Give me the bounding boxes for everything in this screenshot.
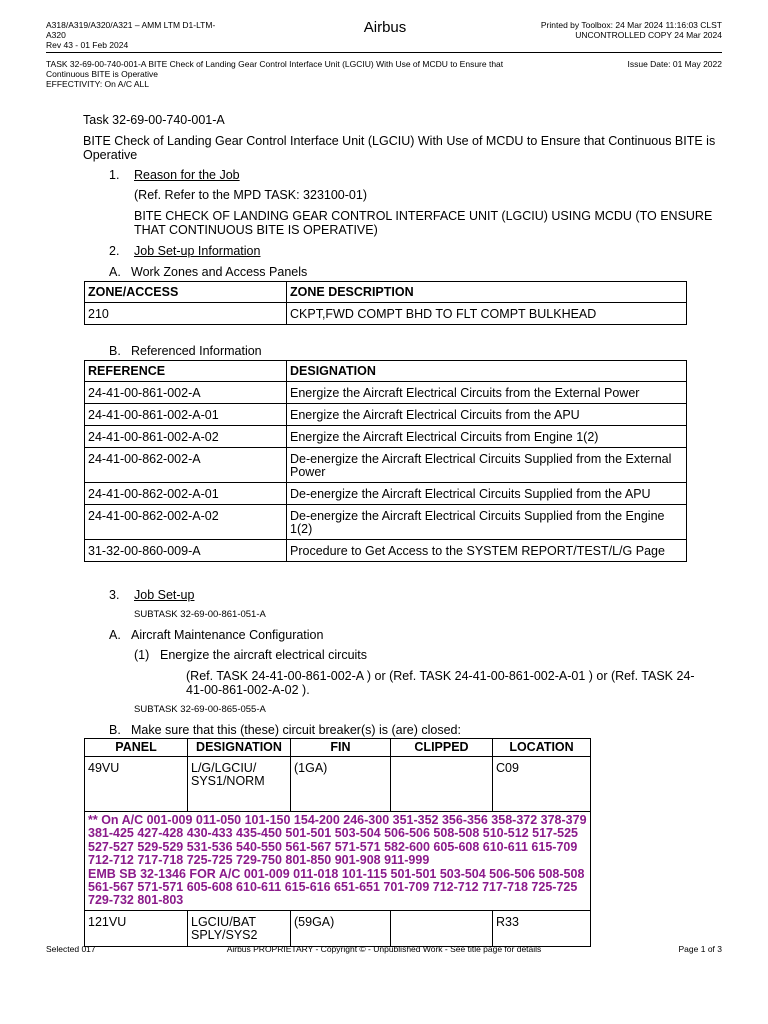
cb-fin-cell: (59GA) (291, 910, 391, 946)
reference-designation: Energize the Aircraft Electrical Circuits from the APU (287, 404, 687, 426)
task-id: Task 32-69-00-740-001-A (83, 113, 225, 127)
sec2-number: 2. (109, 244, 120, 258)
footer-selected: Selected 017 (46, 944, 96, 954)
reference-designation: De-energize the Aircraft Electrical Circuits Supplied from the APU (287, 483, 687, 505)
cb-designation-cell: L/G/LGCIU/ SYS1/NORM (188, 757, 291, 812)
reference-designation: Energize the Aircraft Electrical Circuits from the External Power (287, 382, 687, 404)
header-issue-date: Issue Date: 01 May 2022 (627, 59, 722, 69)
cb-clipped-cell (391, 757, 493, 812)
sec2a-title: Work Zones and Access Panels (131, 265, 308, 279)
effectivity-emb-sb: EMB SB 32-1346 FOR A/C 001-009 011-018 101-115 501-501 503-504 506-506 508-508 561-567 571-571 605-608 610-611 615-616 651-651 701-709 712-712 717-718 725-725 729-732 801-803 (88, 866, 585, 908)
reference-link[interactable]: 24-41-00-862-002-A (85, 448, 287, 483)
table-row (85, 382, 687, 404)
sec3a-letter: A. (109, 628, 121, 642)
table-row (85, 757, 591, 812)
table-row (85, 505, 687, 540)
zones-table-header (85, 282, 687, 303)
cb-col-panel: PANEL (85, 739, 188, 757)
reference-designation: De-energize the Aircraft Electrical Circuits Supplied from the Engine 1(2) (287, 505, 687, 540)
header-brand: Airbus (363, 19, 407, 36)
header-divider (46, 52, 722, 53)
references-table-header (85, 361, 687, 382)
cb-col-clipped: CLIPPED (391, 739, 493, 757)
table-row (85, 540, 687, 562)
sec3b-letter: B. (109, 723, 121, 737)
table-row (85, 483, 687, 505)
cb-fin-cell: (1GA) (291, 757, 391, 812)
header-doc-line-2: A320 (46, 30, 66, 40)
reference-designation: Energize the Aircraft Electrical Circuits from Engine 1(2) (287, 426, 687, 448)
sec3-title: Job Set-up (134, 588, 195, 602)
table-row (85, 303, 687, 325)
sec1-description: BITE CHECK OF LANDING GEAR CONTROL INTERFACE UNIT (LGCIU) USING MCDU (TO ENSURE THAT CONTINUOUS BITE IS OPERATIVE) (134, 209, 713, 237)
cb-col-location: LOCATION (493, 739, 591, 757)
reference-designation: Procedure to Get Access to the SYSTEM REPORT/TEST/L/G Page (287, 540, 687, 562)
header-doc-line-3: Rev 43 - 01 Feb 2024 (46, 40, 129, 50)
header-print-info (462, 20, 722, 40)
table-row (85, 404, 687, 426)
header-task-line-3: EFFECTIVITY: On A/C ALL (46, 79, 149, 89)
cb-panel-cell: 121VU (85, 910, 188, 946)
subtask-id-1: SUBTASK 32-69-00-861-051-A (134, 609, 266, 620)
cb-location-cell: R33 (493, 910, 591, 946)
reference-link[interactable]: 24-41-00-861-002-A-02 (85, 426, 287, 448)
reference-link[interactable]: 24-41-00-861-002-A (85, 382, 287, 404)
sec2-title: Job Set-up Information (134, 244, 261, 258)
subtask-id-2: SUBTASK 32-69-00-865-055-A (134, 704, 266, 715)
zones-table (84, 281, 687, 325)
cb-clipped-cell (391, 910, 493, 946)
step-number: (1) (134, 648, 150, 662)
table-row (85, 910, 591, 946)
table-row (85, 426, 687, 448)
table-row (85, 448, 687, 483)
step-text: Energize the aircraft electrical circuits (160, 648, 368, 662)
zones-col-description: ZONE DESCRIPTION (287, 282, 687, 303)
cb-col-designation: DESIGNATION (188, 739, 291, 757)
cb-designation-cell: LGCIU/BAT SPLY/SYS2 (188, 910, 291, 946)
header-print-line-2: UNCONTROLLED COPY 24 Mar 2024 (575, 30, 722, 40)
circuit-breaker-table-header (85, 739, 591, 757)
zone-access-cell: 210 (85, 303, 287, 325)
sec1-mpd-ref: (Ref. Refer to the MPD TASK: 323100-01) (134, 188, 367, 202)
effectivity-row (85, 812, 591, 911)
zone-description-cell: CKPT,FWD COMPT BHD TO FLT COMPT BULKHEAD (287, 303, 687, 325)
task-title: BITE Check of Landing Gear Control Interface Unit (LGCIU) With Use of MCDU to Ensure that Continuous BITE is Operative (83, 134, 716, 162)
header-task-line-1: TASK 32-69-00-740-001-A BITE Check of Landing Gear Control Interface Unit (LGCIU) With Use of MCDU to Ensure that (46, 59, 504, 69)
sec2a-letter: A. (109, 265, 121, 279)
reference-link[interactable]: 31-32-00-860-009-A (85, 540, 287, 562)
cb-location-cell: C09 (493, 757, 591, 812)
references-col-reference: REFERENCE (85, 361, 287, 382)
effectivity-aircraft-list: ** On A/C 001-009 011-050 101-150 154-200 246-300 351-352 356-356 358-372 378-379 381-425 427-428 430-433 435-450 501-501 503-504 506-506 508-508 510-512 517-525 527-527 529-529 531-536 540-550 561-567 571-571 582-600 605-608 610-611 615-709 712-712 717-718 725-725 729-750 801-850 901-908 911-999 (88, 813, 587, 868)
sec3-number: 3. (109, 588, 120, 602)
header-task-info (46, 59, 516, 89)
header-doc-line-1: A318/A319/A320/A321 – AMM LTM D1-LTM- (46, 20, 216, 30)
reference-link[interactable]: 24-41-00-861-002-A-01 (85, 404, 287, 426)
step-task-references[interactable]: (Ref. TASK 24-41-00-861-002-A ) or (Ref. TASK 24-41-00-861-002-A-01 ) or (Ref. TASK 24-41-00-861-002-A-02 ). (186, 669, 695, 697)
cb-panel-cell: 49VU (85, 757, 188, 812)
header-task-line-2: Continuous BITE is Operative (46, 69, 158, 79)
footer-copyright: Airbus PROPRIETARY - Copyright © - Unpublished Work - See title page for details (226, 944, 542, 954)
circuit-breaker-table (84, 738, 591, 947)
sec3b-title: Make sure that this (these) circuit breaker(s) is (are) closed: (131, 723, 461, 737)
effectivity-note (85, 812, 591, 911)
footer-page-number: Page 1 of 3 (678, 944, 722, 954)
sec3a-title: Aircraft Maintenance Configuration (131, 628, 324, 642)
header-print-line-1: Printed by Toolbox: 24 Mar 2024 11:16:03 CLST (540, 20, 722, 30)
sec2b-letter: B. (109, 344, 121, 358)
sec1-number: 1. (109, 168, 120, 182)
references-table (84, 360, 687, 562)
references-col-designation: DESIGNATION (287, 361, 687, 382)
reference-designation: De-energize the Aircraft Electrical Circuits Supplied from the External Power (287, 448, 687, 483)
reference-link[interactable]: 24-41-00-862-002-A-02 (85, 505, 287, 540)
header-doc-info (46, 20, 266, 50)
reference-link[interactable]: 24-41-00-862-002-A-01 (85, 483, 287, 505)
zones-col-access: ZONE/ACCESS (85, 282, 287, 303)
sec2b-title: Referenced Information (131, 344, 262, 358)
cb-col-fin: FIN (291, 739, 391, 757)
sec1-title: Reason for the Job (134, 168, 240, 182)
